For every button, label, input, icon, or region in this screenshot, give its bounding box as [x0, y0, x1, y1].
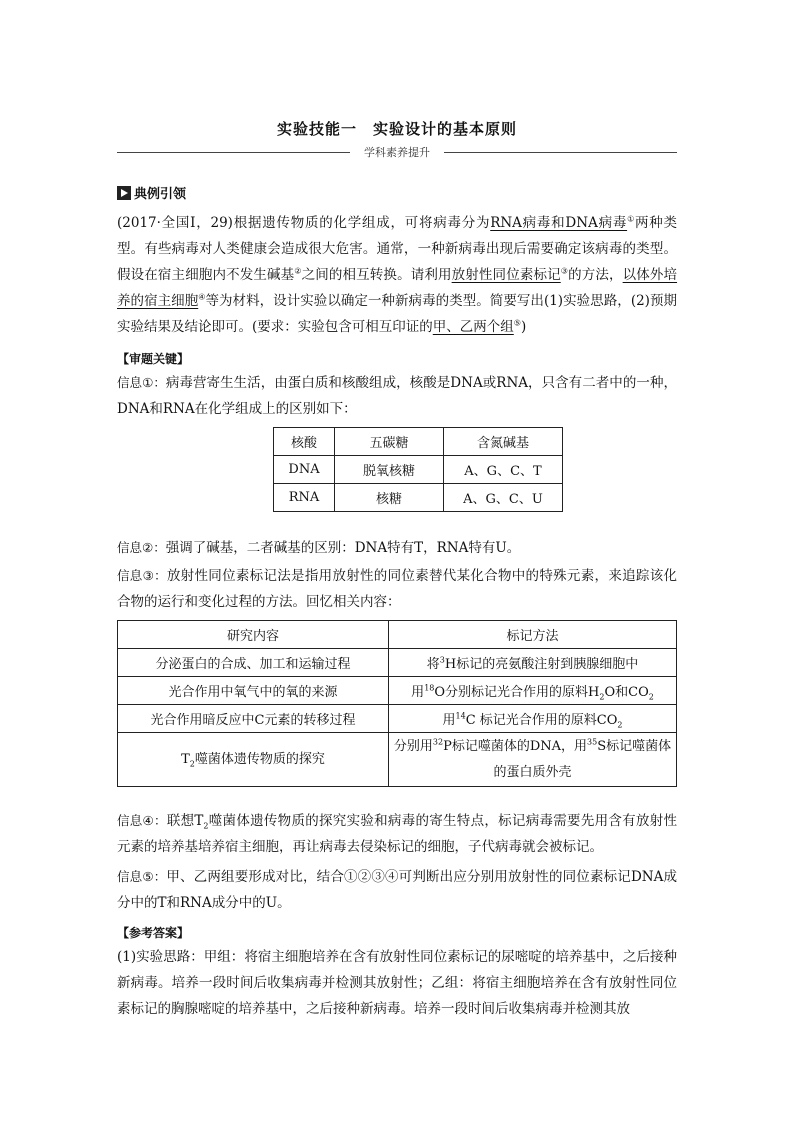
- table-row: [274, 484, 563, 512]
- table-header-cell: 标记方法: [389, 621, 677, 649]
- table-cell: 分泌蛋白的合成、加工和运输过程: [118, 649, 389, 677]
- info-1: 信息①：病毒营寄生生活，由蛋白质和核酸组成，核酸是DNA或RNA，只含有二者中的一种，DNA和RNA在化学组成上的区别如下：: [117, 375, 677, 417]
- page-title: 实验技能一 实验设计的基本原则: [276, 120, 517, 138]
- table-cell: 光合作用暗反应中C元素的转移过程: [118, 705, 389, 733]
- answer-heading: 【参考答案】: [117, 926, 190, 940]
- table-header-cell: 五碳糖: [335, 428, 444, 456]
- analysis-heading: 【审题关键】: [117, 352, 190, 366]
- table-cell: 将$^3$H标记的亮氨酸注射到胰腺细胞中: [389, 649, 677, 677]
- table-header-cell: 核酸: [274, 428, 335, 456]
- info-4: 信息④：联想$T_2$噬菌体遗传物质的探究实验和病毒的寄生特点，标记病毒需要先用含有放射性元素的培养基培养宿主细胞，再让病毒去侵染标记的细胞，子代病毒就会被标记。: [117, 813, 677, 855]
- table-cell: DNA: [274, 456, 335, 484]
- table-cell: 核糖: [335, 484, 444, 512]
- table-header-cell: 研究内容: [118, 621, 389, 649]
- table-header-cell: 含氮碱基: [444, 428, 563, 456]
- isotope-labeling-table: [117, 620, 677, 787]
- info-2: 信息②：强调了碱基，二者碱基的区别：DNA特有T，RNA特有U。: [117, 540, 521, 556]
- table-cell: A、G、C、T: [444, 456, 563, 484]
- table-row: [118, 677, 677, 705]
- table-header-row: [118, 621, 677, 649]
- example-question: (2017·全国Ⅰ，29)根据遗传物质的化学组成，可将病毒分为RNA病毒和DNA病毒①两种类型。有些病毒对人类健康会造成很大危害。通常，一种新病毒出现后需要确定该病毒的类型。假设在宿主细胞内不发生碱基②之间的相互转换。请利用放射性同位素标记③的方法，以体外培养的宿主细胞④等为材料，设计实验以确定一种新病毒的类型。简要写出(1)实验思路，(2)预期实验结果及结论即可。(要求：实验包含可相互印证的甲、乙两个组⑤): [117, 214, 678, 335]
- table-row: [118, 649, 677, 677]
- example-heading: [117, 183, 186, 202]
- info-5: 信息⑤：甲、乙两组要形成对比，结合①②③④可判断出应分别用放射性的同位素标记DNA成分中的T和RNA成分中的U。: [117, 869, 677, 911]
- info-3: 信息③：放射性同位素标记法是指用放射性的同位素替代某化合物中的特殊元素，来追踪该化合物的运行和变化过程的方法。回忆相关内容：: [117, 568, 677, 610]
- table-cell: 光合作用中氧气中的氧的来源: [118, 677, 389, 705]
- table-cell: 分别用$^{32}$P标记噬菌体的DNA，用$^{35}$S标记噬菌体的蛋白质外壳: [389, 733, 677, 787]
- table-row: [118, 733, 677, 787]
- question-source: (2017·全国Ⅰ，29): [117, 215, 233, 231]
- answer-text: (1)实验思路：甲组：将宿主细胞培养在含有放射性同位素标记的尿嘧啶的培养基中，之后接种新病毒。培养一段时间后收集病毒并检测其放射性；乙组：将宿主细胞培养在含有放射性同位素标记的胸腺嘧啶的培养基中，之后接种新病毒。培养一段时间后收集病毒并检测其放: [117, 949, 677, 1017]
- table-cell: 脱氧核糖: [335, 456, 444, 484]
- table-cell: 用$^{14}$C 标记光合作用的原料$CO_2$: [389, 705, 677, 733]
- table-cell: $T_2$噬菌体遗传物质的探究: [118, 733, 389, 787]
- section-subtitle: 学科素养提升: [364, 146, 430, 159]
- table-row: [274, 456, 563, 484]
- table-row: [118, 705, 677, 733]
- table-cell: 用$^{18}$O分别标记光合作用的原料$H_2O$和$CO_2$: [389, 677, 677, 705]
- nucleic-acid-table: [273, 427, 563, 512]
- rule-left: [117, 152, 350, 153]
- table-header-row: [274, 428, 563, 456]
- play-icon: [117, 186, 131, 200]
- table-cell: RNA: [274, 484, 335, 512]
- rule-right: [444, 152, 677, 153]
- table-cell: A、G、C、U: [444, 484, 563, 512]
- subtitle-rule: [117, 144, 677, 160]
- example-heading-label: 典例引领: [134, 187, 187, 202]
